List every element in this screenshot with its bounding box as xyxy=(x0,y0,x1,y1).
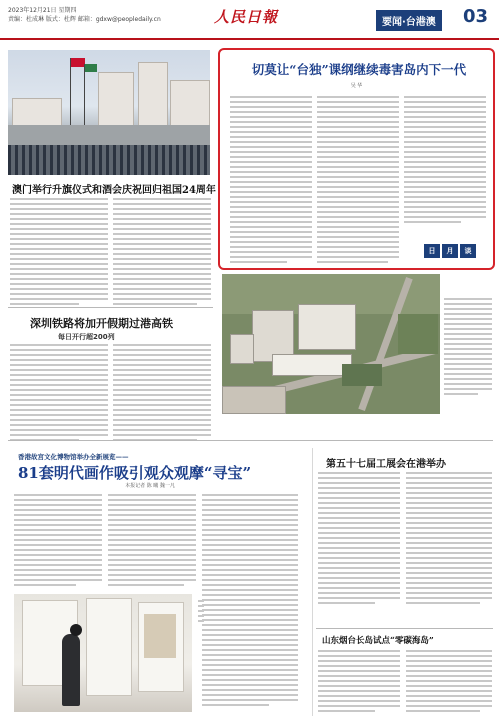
museum-visitor-photo xyxy=(14,594,192,712)
expo-headline: 第五十七届工展会在港举办 xyxy=(326,459,446,470)
rail-headline: 深圳铁路将加开假期过港高铁 xyxy=(30,317,173,330)
column-badge-yue: 月 xyxy=(442,244,458,258)
editorial-box xyxy=(218,48,495,270)
masthead-info xyxy=(8,6,161,24)
column-badge-tan: 谈 xyxy=(460,244,476,258)
hk-kicker: 香港故宫文化博物馆举办全新展览—— xyxy=(18,453,129,461)
aerial-construction-photo xyxy=(222,274,440,414)
masthead xyxy=(0,0,499,40)
macao-flag-ceremony-photo xyxy=(8,50,210,175)
hk-headline: 81套明代画作吸引观众观摩“寻宝” xyxy=(18,464,252,482)
edit-line: 责编：杜成琳 版式：杜辉 邮箱：gdxw@peopledaily.cn xyxy=(8,16,161,23)
editorial-author: 吴 华 xyxy=(350,83,363,89)
hk-byline: 本报记者 陈 曦 魏一凡 xyxy=(125,483,175,489)
column-badge-ri: 日 xyxy=(424,244,440,258)
date-line: 2023年12月21日 星期四 xyxy=(8,7,77,14)
newspaper-logo: 人民日報 xyxy=(214,8,279,26)
section-label: 要闻·台港澳 xyxy=(376,10,442,31)
page-number: 03 xyxy=(463,6,489,27)
shandong-headline: 山东烟台长岛试点“零碳海岛” xyxy=(322,636,434,646)
macao-headline: 澳门举行升旗仪式和酒会庆祝回归祖国24周年 xyxy=(12,185,216,196)
rail-subhead: 每日开行超200列 xyxy=(58,333,115,341)
aerial-photo-caption xyxy=(444,298,492,398)
editorial-title: 切莫让“台独”课纲继续毒害岛内下一代 xyxy=(251,62,467,77)
